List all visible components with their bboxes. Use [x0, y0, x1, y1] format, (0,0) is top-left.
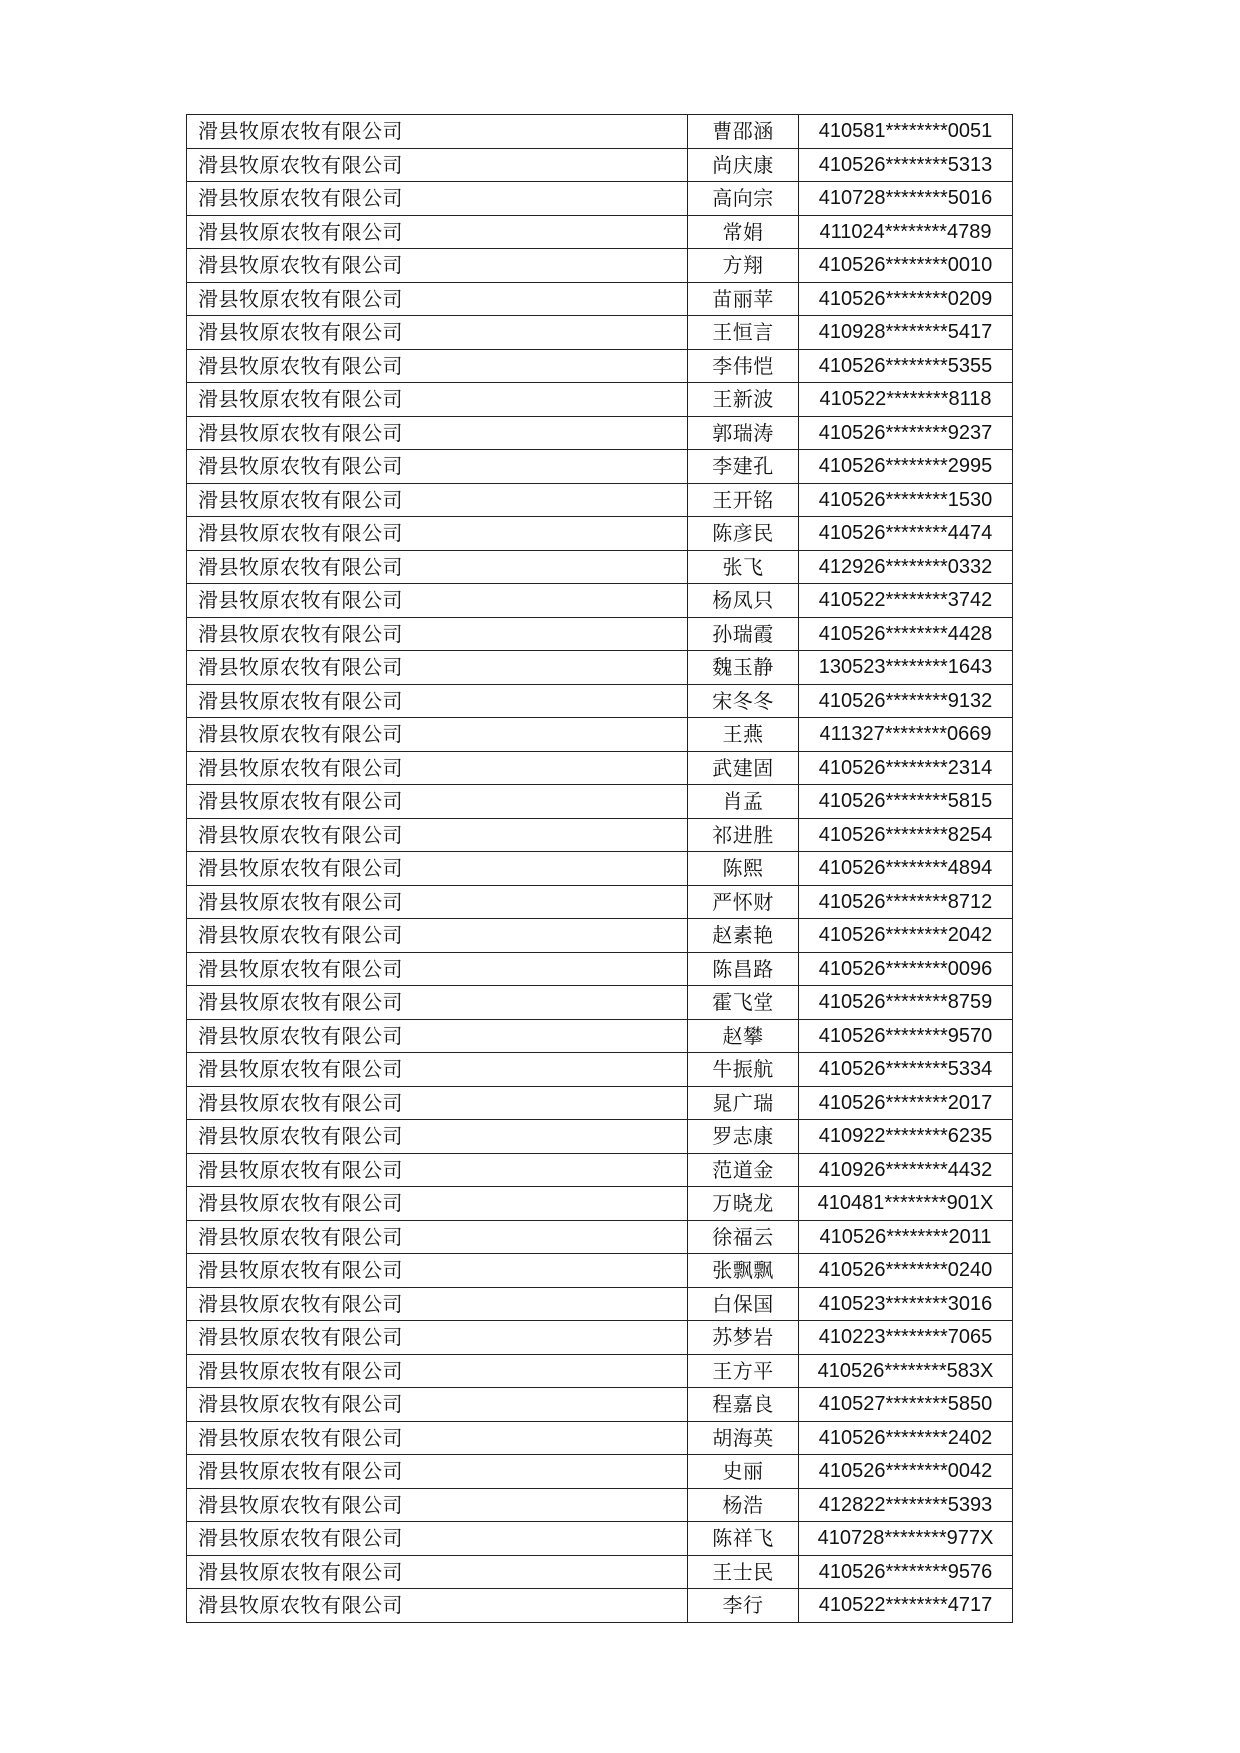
person-name-cell: 杨浩 [688, 1488, 799, 1522]
person-name-cell: 陈祥飞 [688, 1522, 799, 1556]
company-cell: 滑县牧原农牧有限公司 [187, 852, 688, 886]
id-number-cell: 410526********2017 [799, 1086, 1013, 1120]
table-row [187, 383, 1013, 417]
company-cell: 滑县牧原农牧有限公司 [187, 1321, 688, 1355]
table-row [187, 684, 1013, 718]
company-cell: 滑县牧原农牧有限公司 [187, 416, 688, 450]
company-cell: 滑县牧原农牧有限公司 [187, 684, 688, 718]
id-number-cell: 410928********5417 [799, 316, 1013, 350]
id-number-cell: 410526********1530 [799, 483, 1013, 517]
table-row [187, 986, 1013, 1020]
company-cell: 滑县牧原农牧有限公司 [187, 1153, 688, 1187]
company-cell: 滑县牧原农牧有限公司 [187, 1522, 688, 1556]
table-row [187, 215, 1013, 249]
id-number-cell: 410526********9237 [799, 416, 1013, 450]
id-number-cell: 410581********0051 [799, 115, 1013, 149]
person-name-cell: 李建孔 [688, 450, 799, 484]
table-row [187, 550, 1013, 584]
table-row [187, 1086, 1013, 1120]
table-row [187, 483, 1013, 517]
id-number-cell: 410728********977X [799, 1522, 1013, 1556]
company-cell: 滑县牧原农牧有限公司 [187, 249, 688, 283]
table-row [187, 785, 1013, 819]
table-row [187, 1321, 1013, 1355]
company-cell: 滑县牧原农牧有限公司 [187, 517, 688, 551]
id-number-cell: 410526********2042 [799, 919, 1013, 953]
table-row [187, 1187, 1013, 1221]
table-row [187, 1589, 1013, 1623]
company-cell: 滑县牧原农牧有限公司 [187, 751, 688, 785]
company-cell: 滑县牧原农牧有限公司 [187, 1555, 688, 1589]
id-number-cell: 410922********6235 [799, 1120, 1013, 1154]
person-name-cell: 宋冬冬 [688, 684, 799, 718]
person-name-cell: 陈昌路 [688, 952, 799, 986]
table-row [187, 1488, 1013, 1522]
person-name-cell: 张飘飘 [688, 1254, 799, 1288]
id-number-cell: 410526********4894 [799, 852, 1013, 886]
id-number-cell: 411327********0669 [799, 718, 1013, 752]
company-cell: 滑县牧原农牧有限公司 [187, 1254, 688, 1288]
id-number-cell: 410522********3742 [799, 584, 1013, 618]
person-name-cell: 方翔 [688, 249, 799, 283]
id-number-cell: 410526********8712 [799, 885, 1013, 919]
person-name-cell: 苏梦岩 [688, 1321, 799, 1355]
id-number-cell: 410526********583X [799, 1354, 1013, 1388]
table-row [187, 1354, 1013, 1388]
company-cell: 滑县牧原农牧有限公司 [187, 919, 688, 953]
id-number-cell: 410527********5850 [799, 1388, 1013, 1422]
company-cell: 滑县牧原农牧有限公司 [187, 885, 688, 919]
id-number-cell: 410526********5815 [799, 785, 1013, 819]
table-row [187, 952, 1013, 986]
company-cell: 滑县牧原农牧有限公司 [187, 1220, 688, 1254]
id-number-cell: 410481********901X [799, 1187, 1013, 1221]
person-name-cell: 武建固 [688, 751, 799, 785]
table-row [187, 115, 1013, 149]
table-row [187, 450, 1013, 484]
person-name-cell: 王方平 [688, 1354, 799, 1388]
table-row [187, 1019, 1013, 1053]
personnel-table [186, 114, 1013, 1623]
person-name-cell: 杨凤只 [688, 584, 799, 618]
company-cell: 滑县牧原农牧有限公司 [187, 1488, 688, 1522]
company-cell: 滑县牧原农牧有限公司 [187, 1187, 688, 1221]
company-cell: 滑县牧原农牧有限公司 [187, 316, 688, 350]
table-row [187, 1120, 1013, 1154]
person-name-cell: 徐福云 [688, 1220, 799, 1254]
id-number-cell: 412926********0332 [799, 550, 1013, 584]
person-name-cell: 祁进胜 [688, 818, 799, 852]
table-row [187, 1455, 1013, 1489]
table-row [187, 919, 1013, 953]
table-row [187, 651, 1013, 685]
person-name-cell: 苗丽苹 [688, 282, 799, 316]
id-number-cell: 410223********7065 [799, 1321, 1013, 1355]
id-number-cell: 410526********0042 [799, 1455, 1013, 1489]
id-number-cell: 410522********4717 [799, 1589, 1013, 1623]
table-row [187, 1053, 1013, 1087]
company-cell: 滑县牧原农牧有限公司 [187, 550, 688, 584]
company-cell: 滑县牧原农牧有限公司 [187, 651, 688, 685]
id-number-cell: 410526********4474 [799, 517, 1013, 551]
table-row [187, 718, 1013, 752]
table-row [187, 617, 1013, 651]
company-cell: 滑县牧原农牧有限公司 [187, 282, 688, 316]
company-cell: 滑县牧原农牧有限公司 [187, 1354, 688, 1388]
table-row [187, 1287, 1013, 1321]
person-name-cell: 王燕 [688, 718, 799, 752]
id-number-cell: 410526********0209 [799, 282, 1013, 316]
person-name-cell: 曹邵涵 [688, 115, 799, 149]
person-name-cell: 魏玉静 [688, 651, 799, 685]
table-row [187, 349, 1013, 383]
person-name-cell: 赵素艳 [688, 919, 799, 953]
id-number-cell: 411024********4789 [799, 215, 1013, 249]
id-number-cell: 410526********5313 [799, 148, 1013, 182]
person-name-cell: 史丽 [688, 1455, 799, 1489]
table-row [187, 316, 1013, 350]
person-name-cell: 常娟 [688, 215, 799, 249]
person-name-cell: 晁广瑞 [688, 1086, 799, 1120]
company-cell: 滑县牧原农牧有限公司 [187, 1589, 688, 1623]
person-name-cell: 李行 [688, 1589, 799, 1623]
table-row [187, 1388, 1013, 1422]
table-row [187, 1555, 1013, 1589]
company-cell: 滑县牧原农牧有限公司 [187, 785, 688, 819]
table-row [187, 182, 1013, 216]
table-row [187, 584, 1013, 618]
company-cell: 滑县牧原农牧有限公司 [187, 818, 688, 852]
table-row [187, 282, 1013, 316]
person-name-cell: 孙瑞霞 [688, 617, 799, 651]
company-cell: 滑县牧原农牧有限公司 [187, 584, 688, 618]
id-number-cell: 410526********9132 [799, 684, 1013, 718]
company-cell: 滑县牧原农牧有限公司 [187, 718, 688, 752]
company-cell: 滑县牧原农牧有限公司 [187, 182, 688, 216]
id-number-cell: 410522********8118 [799, 383, 1013, 417]
id-number-cell: 410526********8254 [799, 818, 1013, 852]
person-name-cell: 严怀财 [688, 885, 799, 919]
id-number-cell: 410526********0240 [799, 1254, 1013, 1288]
company-cell: 滑县牧原农牧有限公司 [187, 617, 688, 651]
id-number-cell: 410926********4432 [799, 1153, 1013, 1187]
table-row [187, 1153, 1013, 1187]
company-cell: 滑县牧原农牧有限公司 [187, 215, 688, 249]
person-name-cell: 王恒言 [688, 316, 799, 350]
person-name-cell: 霍飞堂 [688, 986, 799, 1020]
company-cell: 滑县牧原农牧有限公司 [187, 1421, 688, 1455]
person-name-cell: 陈熙 [688, 852, 799, 886]
person-name-cell: 王开铭 [688, 483, 799, 517]
company-cell: 滑县牧原农牧有限公司 [187, 148, 688, 182]
company-cell: 滑县牧原农牧有限公司 [187, 383, 688, 417]
table-row [187, 416, 1013, 450]
person-name-cell: 尚庆康 [688, 148, 799, 182]
table-row [187, 249, 1013, 283]
person-name-cell: 白保国 [688, 1287, 799, 1321]
table-row [187, 818, 1013, 852]
id-number-cell: 410526********9576 [799, 1555, 1013, 1589]
table-row [187, 517, 1013, 551]
person-name-cell: 王新波 [688, 383, 799, 417]
table-row [187, 885, 1013, 919]
id-number-cell: 410526********0096 [799, 952, 1013, 986]
company-cell: 滑县牧原农牧有限公司 [187, 986, 688, 1020]
table-row [187, 1220, 1013, 1254]
id-number-cell: 410526********8759 [799, 986, 1013, 1020]
company-cell: 滑县牧原农牧有限公司 [187, 1388, 688, 1422]
id-number-cell: 410526********9570 [799, 1019, 1013, 1053]
person-name-cell: 范道金 [688, 1153, 799, 1187]
company-cell: 滑县牧原农牧有限公司 [187, 1053, 688, 1087]
company-cell: 滑县牧原农牧有限公司 [187, 1455, 688, 1489]
company-cell: 滑县牧原农牧有限公司 [187, 1086, 688, 1120]
person-name-cell: 王士民 [688, 1555, 799, 1589]
id-number-cell: 410526********5355 [799, 349, 1013, 383]
person-name-cell: 程嘉良 [688, 1388, 799, 1422]
person-name-cell: 陈彦民 [688, 517, 799, 551]
company-cell: 滑县牧原农牧有限公司 [187, 115, 688, 149]
table-row [187, 1522, 1013, 1556]
company-cell: 滑县牧原农牧有限公司 [187, 483, 688, 517]
company-cell: 滑县牧原农牧有限公司 [187, 450, 688, 484]
id-number-cell: 412822********5393 [799, 1488, 1013, 1522]
person-name-cell: 张飞 [688, 550, 799, 584]
company-cell: 滑县牧原农牧有限公司 [187, 1287, 688, 1321]
company-cell: 滑县牧原农牧有限公司 [187, 952, 688, 986]
id-number-cell: 410526********2995 [799, 450, 1013, 484]
id-number-cell: 410526********5334 [799, 1053, 1013, 1087]
id-number-cell: 130523********1643 [799, 651, 1013, 685]
person-name-cell: 牛振航 [688, 1053, 799, 1087]
company-cell: 滑县牧原农牧有限公司 [187, 1019, 688, 1053]
person-name-cell: 胡海英 [688, 1421, 799, 1455]
personnel-table-body [187, 115, 1013, 1623]
table-row [187, 1254, 1013, 1288]
person-name-cell: 高向宗 [688, 182, 799, 216]
id-number-cell: 410523********3016 [799, 1287, 1013, 1321]
person-name-cell: 李伟恺 [688, 349, 799, 383]
company-cell: 滑县牧原农牧有限公司 [187, 1120, 688, 1154]
id-number-cell: 410526********2314 [799, 751, 1013, 785]
id-number-cell: 410526********0010 [799, 249, 1013, 283]
person-name-cell: 赵攀 [688, 1019, 799, 1053]
table-row [187, 751, 1013, 785]
id-number-cell: 410526********2402 [799, 1421, 1013, 1455]
id-number-cell: 410728********5016 [799, 182, 1013, 216]
table-row [187, 852, 1013, 886]
person-name-cell: 郭瑞涛 [688, 416, 799, 450]
table-row [187, 148, 1013, 182]
id-number-cell: 410526********2011 [799, 1220, 1013, 1254]
person-name-cell: 万晓龙 [688, 1187, 799, 1221]
table-row [187, 1421, 1013, 1455]
company-cell: 滑县牧原农牧有限公司 [187, 349, 688, 383]
id-number-cell: 410526********4428 [799, 617, 1013, 651]
person-name-cell: 肖孟 [688, 785, 799, 819]
person-name-cell: 罗志康 [688, 1120, 799, 1154]
